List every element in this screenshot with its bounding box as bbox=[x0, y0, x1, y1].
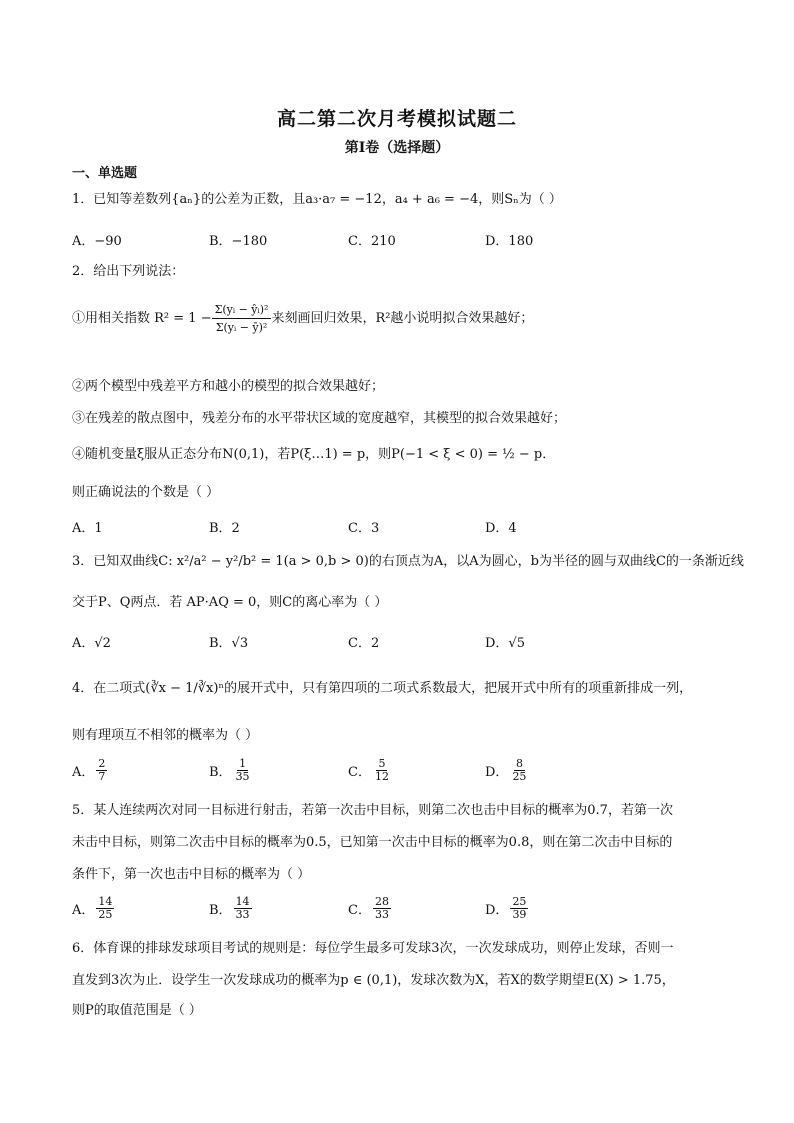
q4-line-1: 4．在二项式(∛x − 1/∛x)ⁿ的展开式中，只有第四项的二项式系数最大，把展开式中所有的项重新排成一列， bbox=[72, 681, 693, 696]
numerator: 2 bbox=[98, 757, 106, 770]
q4-option-a bbox=[72, 758, 109, 783]
q5-line-2: 未击中目标，则第二次击中目标的概率为0.5，已知第一次击中目标的概率为0.8，则在第二次击中目标的 bbox=[72, 835, 673, 850]
numerator: 5 bbox=[378, 757, 386, 770]
q5-line-1: 5．某人连续两次对同一目标进行射击，若第一次击中目标，则第二次也击中目标的概率为0.7，若第一次 bbox=[72, 803, 673, 818]
denominator: 39 bbox=[512, 908, 527, 921]
q2-s1-suffix: 来刻画回归效果，R²越小说明拟合效果越好； bbox=[271, 310, 534, 326]
r-squared-fraction bbox=[212, 303, 272, 334]
q4-option-a-fraction bbox=[96, 758, 107, 783]
numerator: 1 bbox=[239, 757, 247, 770]
q5-option-d bbox=[485, 896, 530, 921]
q5-option-a-label: A． bbox=[72, 903, 95, 918]
q2-s1-prefix: ①用相关指数 R² = 1 − bbox=[72, 310, 212, 326]
q2-option-a: A．1 bbox=[72, 521, 103, 536]
q2-option-d: D．4 bbox=[485, 521, 517, 536]
q2-statement-2: ②两个模型中残差平方和越小的模型的拟合效果越好； bbox=[72, 379, 385, 394]
denominator: 25 bbox=[98, 908, 113, 921]
q2-option-c: C．3 bbox=[348, 521, 380, 536]
q5-option-c-fraction bbox=[373, 896, 391, 921]
q1-stem: 1．已知等差数列{aₙ}的公差为正数，且a₃·a₇ = −12，a₄ + a₆ = −4，则Sₙ为（ ） bbox=[72, 192, 562, 207]
numerator: 14 bbox=[235, 895, 250, 908]
q5-option-d-fraction bbox=[510, 896, 528, 921]
q2-statement-1 bbox=[72, 303, 533, 334]
q5-option-b-label: B． bbox=[209, 903, 232, 918]
denominator: 33 bbox=[235, 908, 250, 921]
q4-line-2: 则有理项互不相邻的概率为（ ） bbox=[72, 728, 259, 743]
q3-option-d: D．√5 bbox=[485, 636, 525, 651]
q5-option-c bbox=[348, 896, 393, 921]
q1-option-c: C．210 bbox=[348, 234, 396, 249]
q3-option-c: C．2 bbox=[348, 636, 380, 651]
q4-option-b bbox=[209, 758, 254, 783]
q5-option-b bbox=[209, 896, 254, 921]
denominator: 12 bbox=[374, 770, 389, 783]
denominator: 25 bbox=[512, 770, 527, 783]
denominator: 33 bbox=[374, 908, 389, 921]
r-squared-numerator: Σ(yᵢ − ŷᵢ)² bbox=[212, 303, 272, 319]
q1-option-a: A．−90 bbox=[72, 234, 122, 249]
q5-option-d-label: D． bbox=[485, 903, 509, 918]
q3-line-1: 3．已知双曲线C: x²/a² − y²/b² = 1(a > 0,b > 0)的右顶点为A，以A为圆心，b为半径的圆与双曲线C的一条渐近线 bbox=[72, 554, 744, 569]
q4-option-c-fraction bbox=[373, 758, 391, 783]
q5-option-c-label: C． bbox=[348, 903, 371, 918]
page-title: 高二第二次月考模拟试题二 bbox=[276, 108, 517, 130]
q4-option-c-label: C． bbox=[348, 765, 371, 780]
q3-option-a: A．√2 bbox=[72, 636, 111, 651]
q2-statement-4: ④随机变量ξ服从正态分布N(0,1)，若P(ξ…1) = p，则P(−1 < ξ < 0) = ½ − p． bbox=[72, 447, 556, 462]
denominator: 35 bbox=[235, 770, 250, 783]
numerator: 14 bbox=[98, 895, 113, 908]
q6-line-2: 直发到3次为止．设学生一次发球成功的概率为p ∈ (0,1)，发球次数为X，若X的数学期望E(X) > 1.75， bbox=[72, 973, 675, 988]
q5-option-a-fraction bbox=[96, 896, 114, 921]
q4-option-a-label: A． bbox=[72, 765, 95, 780]
q4-option-b-label: B． bbox=[209, 765, 232, 780]
q1-option-d: D．180 bbox=[485, 234, 534, 249]
q2-option-b: B．2 bbox=[209, 521, 240, 536]
q3-option-b: B．√3 bbox=[209, 636, 249, 651]
q4-option-d bbox=[485, 758, 530, 783]
q5-option-a bbox=[72, 896, 116, 921]
q4-option-b-fraction bbox=[234, 758, 252, 783]
q2-question: 则正确说法的个数是（ ） bbox=[72, 485, 220, 500]
q4-option-d-label: D． bbox=[485, 765, 509, 780]
q4-option-c bbox=[348, 758, 393, 783]
q6-line-1: 6．体育课的排球发球项目考试的规则是：每位学生最多可发球3次，一次发球成功，则停止发球，否则一 bbox=[72, 941, 674, 956]
numerator: 8 bbox=[515, 757, 523, 770]
section-heading: 一、单选题 bbox=[72, 166, 138, 181]
q4-option-d-fraction bbox=[510, 758, 528, 783]
q6-line-3: 则P的取值范围是（ ） bbox=[72, 1003, 202, 1018]
q2-statement-3: ③在残差的散点图中，残差分布的水平带状区域的宽度越窄，其模型的拟合效果越好； bbox=[72, 411, 567, 426]
q5-line-3: 条件下，第一次也击中目标的概率为（ ） bbox=[72, 867, 311, 882]
q2-stem: 2．给出下列说法： bbox=[72, 264, 185, 279]
numerator: 25 bbox=[512, 895, 527, 908]
q1-option-b: B．−180 bbox=[209, 234, 268, 249]
q5-option-b-fraction bbox=[234, 896, 252, 921]
page-subtitle: 第I卷（选择题） bbox=[344, 140, 450, 156]
numerator: 28 bbox=[374, 895, 389, 908]
denominator: 7 bbox=[98, 770, 106, 783]
q3-line-2: 交于P、Q两点．若 AP·AQ = 0，则C的离心率为（ ） bbox=[72, 595, 388, 610]
r-squared-denominator: Σ(yᵢ − ȳ)² bbox=[215, 321, 268, 334]
